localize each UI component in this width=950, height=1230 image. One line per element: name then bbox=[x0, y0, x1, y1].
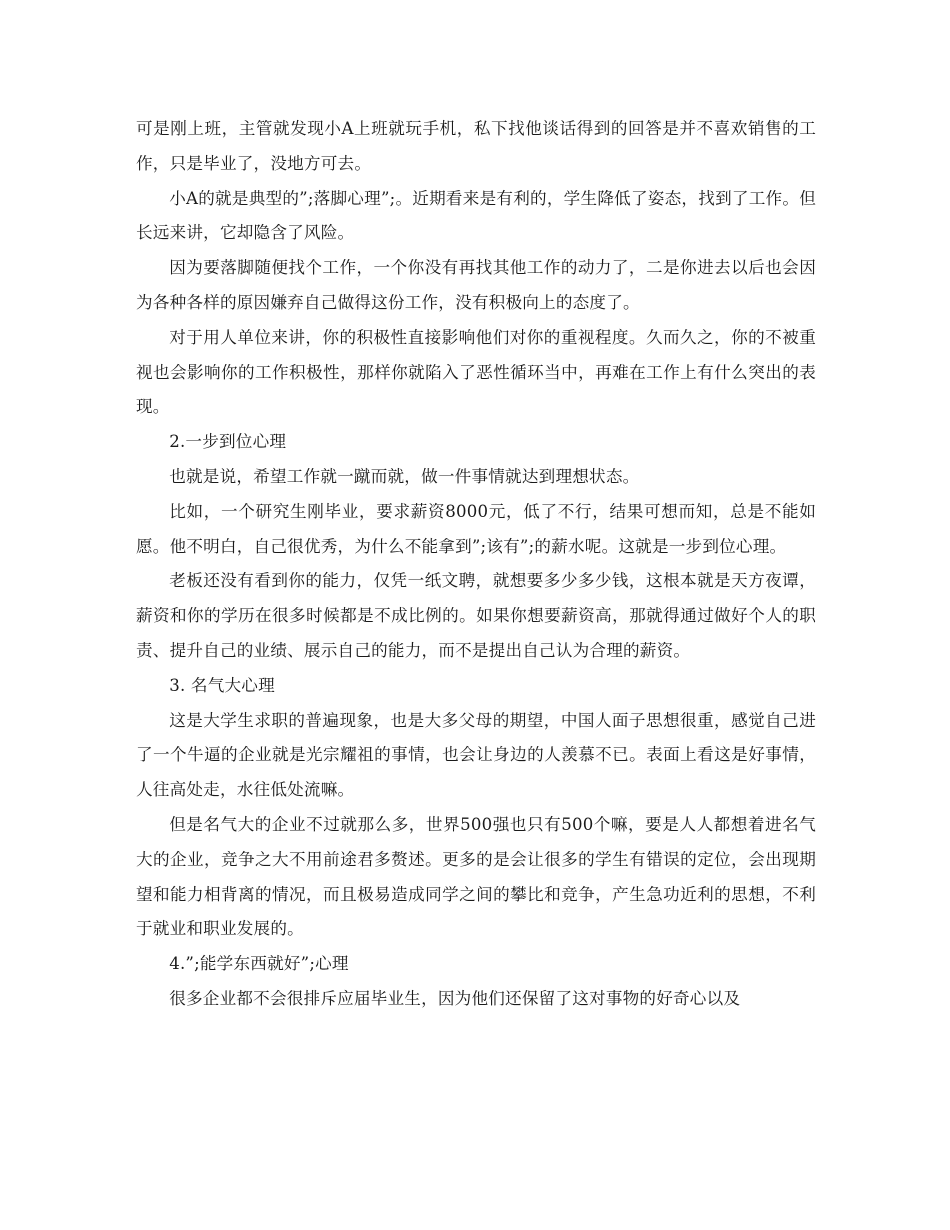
paragraph-one-step-example: 比如，一个研究生刚毕业，要求薪资8000元，低了不行，结果可想而知，总是不能如愿。他不明白，自己很优秀，为什么不能拿到”;该有”;的薪水呢。这就是一步到位心理。 bbox=[136, 501, 816, 556]
section-heading-2: 2.一步到位心理 bbox=[169, 432, 287, 452]
paragraph-learning-start: 很多企业都不会很排斥应届毕业生，因为他们还保留了这对事物的好奇心以及 bbox=[169, 988, 741, 1008]
section-heading-3: 3. 名气大心理 bbox=[169, 675, 275, 695]
document-body bbox=[136, 112, 816, 1017]
paragraph-continuation: 可是刚上班，主管就发现小A上班就玩手机，私下找他谈话得到的回答是并不喜欢销售的工作，只是毕业了，没地方可去。 bbox=[136, 119, 816, 173]
section-heading-4: 4.”;能学东西就好”;心理 bbox=[169, 954, 349, 974]
paragraph-landing-reasons: 因为要落脚随便找个工作，一个你没有再找其他工作的动力了，二是你进去以后也会因为各种各样的原因嫌弃自己做得这份工作，没有积极向上的态度了。 bbox=[136, 258, 816, 312]
paragraph-one-step-definition: 也就是说，希望工作就一蹴而就，做一件事情就达到理想状态。 bbox=[169, 466, 640, 486]
paragraph-fame-risks: 但是名气大的企业不过就那么多，世界500强也只有500个嘛，要是人人都想着进名气大的企业，竞争之大不用前途君多赘述。更多的是会让很多的学生有错误的定位，会出现期望和能力相背离的情况，而且极易造成同学之间的攀比和竞争，产生急功近利的思想，不利于就业和职业发展的。 bbox=[136, 814, 816, 939]
paragraph-one-step-advice: 老板还没有看到你的能力，仅凭一纸文聘，就想要多少多少钱，这根本就是天方夜谭，薪资和你的学历在很多时候都是不成比例的。如果你想要薪资高，那就得通过做好个人的职责、提升自己的业绩、展示自己的能力，而不是提出自己认为合理的薪资。 bbox=[136, 571, 816, 660]
paragraph-landing-mentality: 小A的就是典型的”;落脚心理”;。近期看来是有利的，学生降低了姿态，找到了工作。但长远来讲，它却隐含了风险。 bbox=[136, 188, 816, 243]
paragraph-fame-phenomenon: 这是大学生求职的普遍现象，也是大多父母的期望，中国人面子思想很重，感觉自己进了一个牛逼的企业就是光宗耀祖的事情，也会让身边的人羡慕不已。表面上看这是好事情，人往高处走，水往低处流嘛。 bbox=[136, 710, 816, 800]
paragraph-employer-view: 对于用人单位来讲，你的积极性直接影响他们对你的重视程度。久而久之，你的不被重视也会影响你的工作积极性，那样你就陷入了恶性循环当中，再难在工作上有什么突出的表现。 bbox=[136, 327, 816, 417]
